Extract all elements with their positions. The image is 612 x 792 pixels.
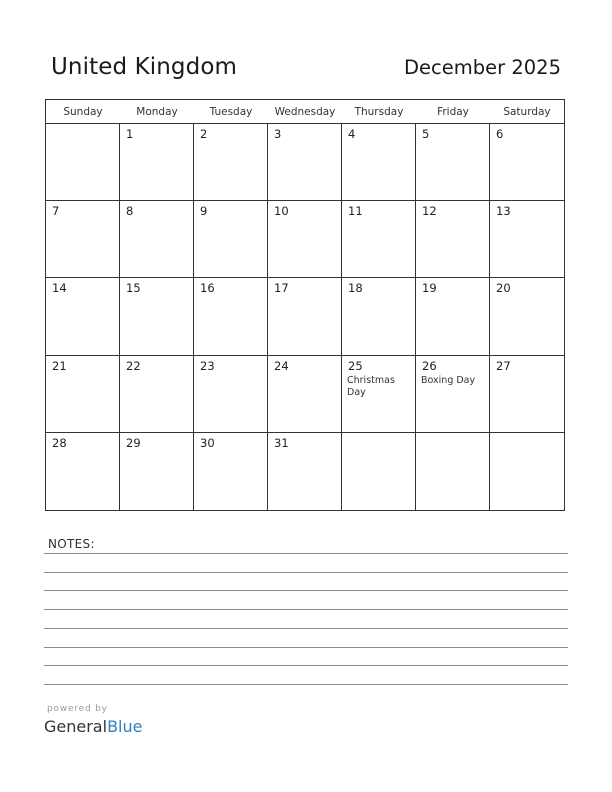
weekday-header: Sunday [46,100,120,124]
day-number: 11 [348,204,363,219]
day-cell [416,433,490,510]
day-cell [194,356,268,433]
day-cell [194,201,268,278]
day-number: 16 [200,281,215,296]
day-cell [342,356,416,433]
day-cell [120,124,194,201]
weekday-header: Tuesday [194,100,268,124]
day-cell [416,201,490,278]
day-cell [194,433,268,510]
day-number: 24 [274,358,289,373]
day-cell [490,278,564,355]
weekday-header: Friday [416,100,490,124]
day-number: 31 [274,435,289,450]
day-number: 8 [126,204,134,219]
day-number: 6 [496,127,504,141]
day-cell [490,356,564,433]
day-cell [490,124,564,201]
day-cell [342,124,416,201]
day-cell [490,201,564,278]
powered-by-text: powered by [47,704,108,714]
day-number: 15 [126,281,141,296]
day-cell [120,433,194,510]
weekday-header: Thursday [342,100,416,124]
day-cell [416,124,490,201]
day-number: 21 [52,358,67,373]
day-number: 3 [274,127,282,141]
day-number: 29 [126,435,141,450]
day-number: 25 [348,358,363,373]
holiday-label: Christmas Day [347,374,395,398]
brand-blue: Blue [107,717,143,736]
day-number: 7 [52,204,60,219]
day-number: 14 [52,281,67,296]
day-number: 12 [422,204,437,219]
day-cell [46,201,120,278]
country-title: United Kingdom [51,54,238,80]
day-cell [46,433,120,510]
weekday-header: Saturday [490,100,564,124]
day-cell [194,278,268,355]
note-line [44,572,568,573]
day-cell [416,356,490,433]
day-number: 27 [496,358,511,373]
day-number: 20 [496,281,511,296]
note-line [44,590,568,591]
day-number: 26 [422,358,437,373]
notes-label: NOTES: [48,537,95,551]
day-number: 28 [52,435,67,450]
day-cell [120,356,194,433]
day-cell [268,278,342,355]
day-cell [342,278,416,355]
brand-logo[interactable] [44,717,142,736]
day-number: 4 [348,127,356,141]
note-line [44,628,568,629]
day-cell [342,433,416,510]
note-line [44,665,568,666]
day-cell [490,433,564,510]
note-line [44,647,568,648]
day-cell [194,124,268,201]
day-number: 2 [200,127,208,141]
day-number: 9 [200,204,208,219]
day-number: 19 [422,281,437,296]
day-cell [46,124,120,201]
day-cell [268,201,342,278]
brand-general: General [44,717,108,736]
day-number: 30 [200,435,215,450]
day-number: 18 [348,281,363,296]
calendar-grid [45,99,565,511]
day-cell [46,356,120,433]
weekday-header: Monday [120,100,194,124]
holiday-label: Boxing Day [421,374,476,386]
note-line [44,684,568,685]
day-cell [120,201,194,278]
day-number: 22 [126,358,141,373]
day-cell [46,278,120,355]
day-number: 10 [274,204,289,219]
month-title: December 2025 [404,56,561,79]
day-cell [120,278,194,355]
day-number: 23 [200,358,215,373]
day-cell [268,124,342,201]
day-cell [416,278,490,355]
note-line [44,609,568,610]
weekday-header: Wednesday [268,100,342,124]
day-number: 5 [422,127,430,141]
day-number: 17 [274,281,289,296]
day-number: 13 [496,204,511,219]
note-line [44,553,568,554]
day-number: 1 [126,127,134,141]
day-cell [268,433,342,510]
day-cell [268,356,342,433]
day-cell [342,201,416,278]
